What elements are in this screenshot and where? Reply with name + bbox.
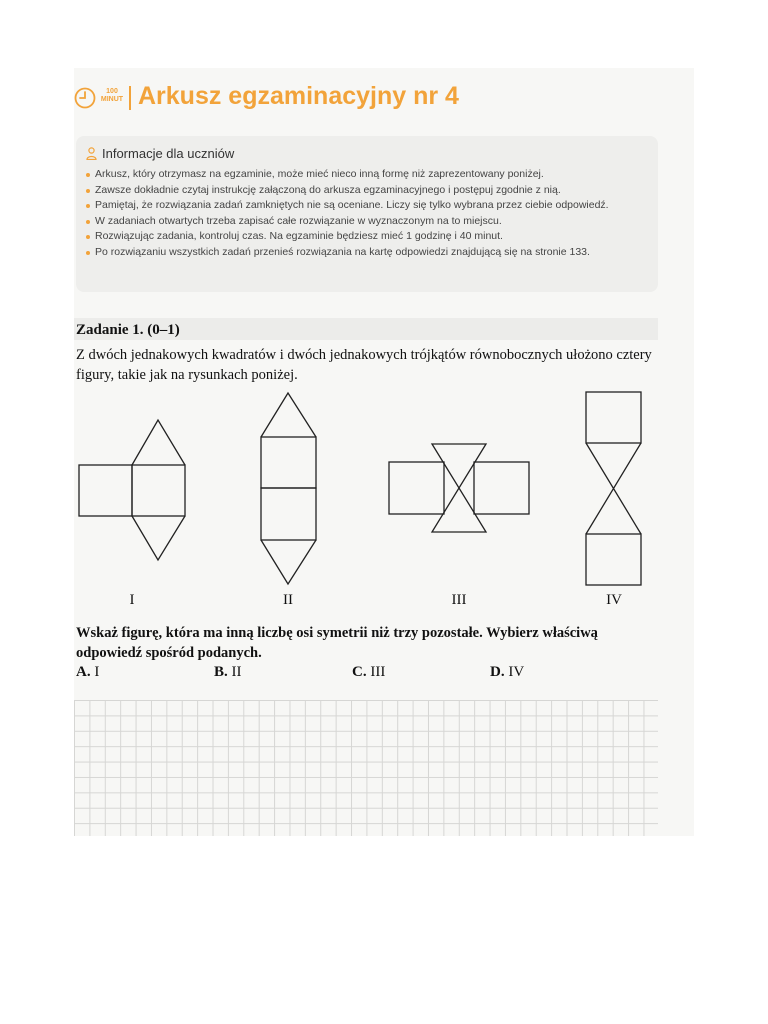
answer-option-b[interactable]: [214, 664, 242, 681]
figure-2: [261, 393, 316, 584]
answer-value: II: [231, 664, 242, 680]
answer-option-c[interactable]: [352, 664, 385, 681]
answer-letter: A.: [76, 664, 91, 680]
question-text: Wskaż figurę, która ma inną liczbę osi symetrii niż trzy pozostałe. Wybierz właściwą odpowiedź spośród podanych.: [76, 625, 598, 661]
answer-value: III: [370, 664, 386, 680]
answer-value: I: [94, 664, 100, 680]
figure-label-2: II: [283, 592, 293, 608]
info-item: Po rozwiązaniu wszystkich zadań przenieś rozwiązania na kartę odpowiedzi znajdującą się na stronie 133.: [86, 245, 652, 261]
figure-label-4: IV: [606, 592, 622, 608]
figure-1: [79, 420, 185, 560]
info-item: W zadaniach otwartych trzeba zapisać całe rozwiązanie w wyznaczonym na to miejscu.: [86, 214, 652, 230]
answer-letter: B.: [214, 664, 228, 680]
answer-letter: C.: [352, 664, 367, 680]
figure-3: [389, 444, 529, 532]
answer-letter: D.: [490, 664, 505, 680]
figure-4: [586, 392, 641, 585]
time-limit-number: 100: [106, 88, 118, 95]
answer-option-d[interactable]: [490, 664, 524, 681]
info-item: Rozwiązując zadania, kontroluj czas. Na egzaminie będziesz mieć 1 godzinę i 40 minut.: [86, 229, 652, 245]
time-limit-unit: MINUT: [100, 96, 124, 103]
task-title: Zadanie 1. (0–1): [76, 322, 180, 338]
task-text: Z dwóch jednakowych kwadratów i dwóch jednakowych trójkątów równobocznych ułożono cztery figury, takie jak na rysunkach poniżej.: [76, 347, 652, 383]
answer-value: IV: [508, 664, 525, 680]
answer-option-a[interactable]: [76, 664, 99, 681]
info-item: Pamiętaj, że rozwiązania zadań zamkniętych nie są oceniane. Liczy się tylko wybrana przez ciebie odpowiedź.: [86, 198, 652, 214]
info-heading-text: Informacje dla uczniów: [102, 146, 235, 161]
info-item: Arkusz, który otrzymasz na egzaminie, może mieć nieco inną formę niż zaprezentowany poniżej.: [86, 167, 652, 183]
info-item: Zawsze dokładnie czytaj instrukcję załączoną do arkusza egzaminacyjnego i postępuj zgodnie z nią.: [86, 183, 652, 199]
figure-label-1: I: [129, 592, 135, 608]
answer-grid[interactable]: [74, 700, 658, 836]
page-title: Arkusz egzaminacyjny nr 4: [138, 82, 459, 110]
answer-options: [76, 664, 636, 684]
figure-label-3: III: [451, 592, 467, 608]
